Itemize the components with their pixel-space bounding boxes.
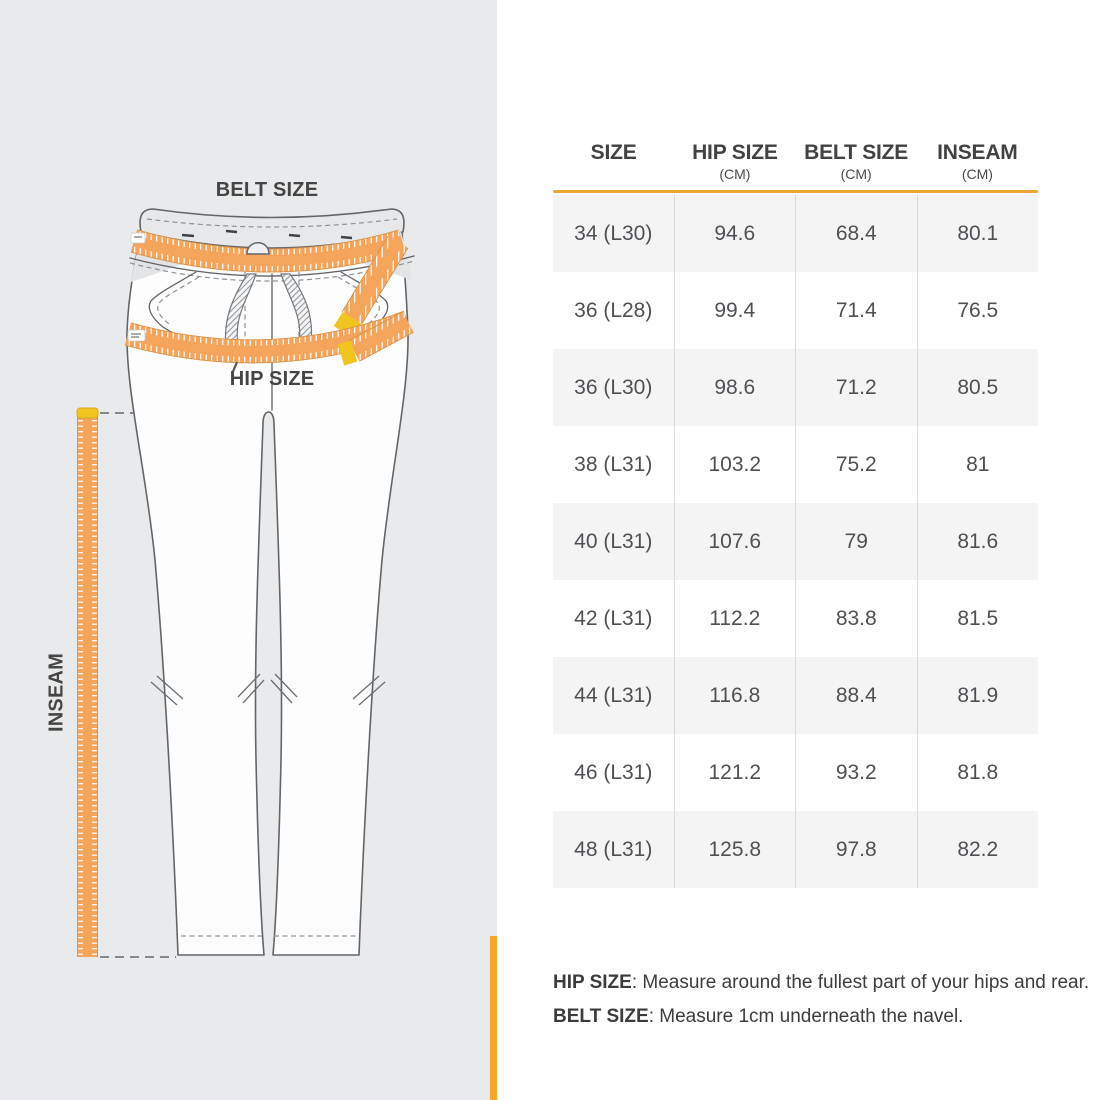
- size-table-panel: [497, 0, 1100, 1100]
- table-cell: 80.5: [917, 349, 1039, 426]
- note-text: : Measure 1cm underneath the navel.: [648, 1006, 964, 1027]
- table-cell: 34 (L30): [574, 221, 653, 245]
- table-cell: 68.4: [795, 195, 917, 272]
- column-unit: (CM): [840, 166, 872, 182]
- table-cell: 125.8: [674, 811, 796, 888]
- table-cell: 82.2: [917, 811, 1039, 888]
- table-cell: 71.4: [795, 272, 917, 349]
- column-unit: (CM): [719, 166, 751, 182]
- column-header-hip-size: [674, 131, 795, 183]
- column-unit: (CM): [961, 166, 993, 182]
- table-row: [553, 349, 1038, 426]
- table-row: [553, 272, 1038, 349]
- table-cell: 79: [795, 503, 917, 580]
- column-header-size: [553, 131, 674, 183]
- table-row: [553, 580, 1038, 657]
- table-row: [553, 811, 1038, 888]
- note-line: [553, 1000, 1099, 1034]
- pants-outline: [127, 209, 414, 955]
- table-cell: 121.2: [674, 734, 796, 811]
- column-header-inseam: [917, 131, 1038, 183]
- table-cell: 103.2: [674, 426, 796, 503]
- note-text: : Measure around the fullest part of your hips and rear.: [631, 972, 1090, 993]
- column-label: INSEAM: [937, 141, 1018, 164]
- table-cell: 42 (L31): [574, 606, 653, 630]
- table-cell: 81: [917, 426, 1039, 503]
- pants-illustration: [0, 0, 497, 1100]
- hip-size-label: HIP SIZE: [229, 368, 315, 390]
- table-cell: 76.5: [917, 272, 1039, 349]
- table-cell: 81.6: [917, 503, 1039, 580]
- table-body: [553, 195, 1038, 888]
- table-row: [553, 657, 1038, 734]
- inseam-measuring-tape: [77, 408, 98, 957]
- belt-size-label: BELT SIZE: [215, 179, 319, 201]
- table-row: [553, 503, 1038, 580]
- table-cell: 36 (L30): [574, 375, 653, 399]
- illustration-panel: [0, 0, 497, 1100]
- table-cell: 93.2: [795, 734, 917, 811]
- accent-bar: [490, 936, 497, 1100]
- table-cell: 48 (L31): [574, 837, 653, 861]
- inseam-label: INSEAM: [45, 653, 68, 732]
- table-cell: 46 (L31): [574, 760, 653, 784]
- table-cell: 36 (L28): [574, 298, 653, 322]
- note-term: BELT SIZE: [553, 1006, 649, 1027]
- column-label: SIZE: [590, 141, 637, 164]
- column-label: HIP SIZE: [692, 141, 778, 164]
- table-cell: 75.2: [795, 426, 917, 503]
- table-cell: 107.6: [674, 503, 796, 580]
- note-line: [553, 966, 1099, 1000]
- table-cell: 81.9: [917, 657, 1039, 734]
- tape-yellow-tip: [77, 408, 98, 418]
- table-header-rule: [553, 190, 1038, 193]
- measure-notes: [553, 966, 1099, 1034]
- size-table: [553, 131, 1038, 888]
- table-cell: 81.8: [917, 734, 1039, 811]
- table-cell: 94.6: [674, 195, 796, 272]
- table-cell: 44 (L31): [574, 683, 653, 707]
- table-cell: 71.2: [795, 349, 917, 426]
- note-term: HIP SIZE: [553, 972, 632, 993]
- table-cell: 40 (L31): [574, 529, 653, 553]
- table-cell: 83.8: [795, 580, 917, 657]
- table-cell: 99.4: [674, 272, 796, 349]
- column-header-belt-size: [796, 131, 917, 183]
- table-cell: 88.4: [795, 657, 917, 734]
- table-header-row: [553, 131, 1038, 183]
- table-row: [553, 734, 1038, 811]
- table-cell: 97.8: [795, 811, 917, 888]
- column-label: BELT SIZE: [804, 141, 909, 164]
- tape-yellow-tip: [341, 351, 354, 355]
- table-cell: 116.8: [674, 657, 796, 734]
- table-row: [553, 195, 1038, 272]
- table-cell: 98.6: [674, 349, 796, 426]
- table-cell: 38 (L31): [574, 452, 653, 476]
- table-row: [553, 426, 1038, 503]
- table-cell: 81.5: [917, 580, 1039, 657]
- table-cell: 112.2: [674, 580, 796, 657]
- table-cell: 80.1: [917, 195, 1039, 272]
